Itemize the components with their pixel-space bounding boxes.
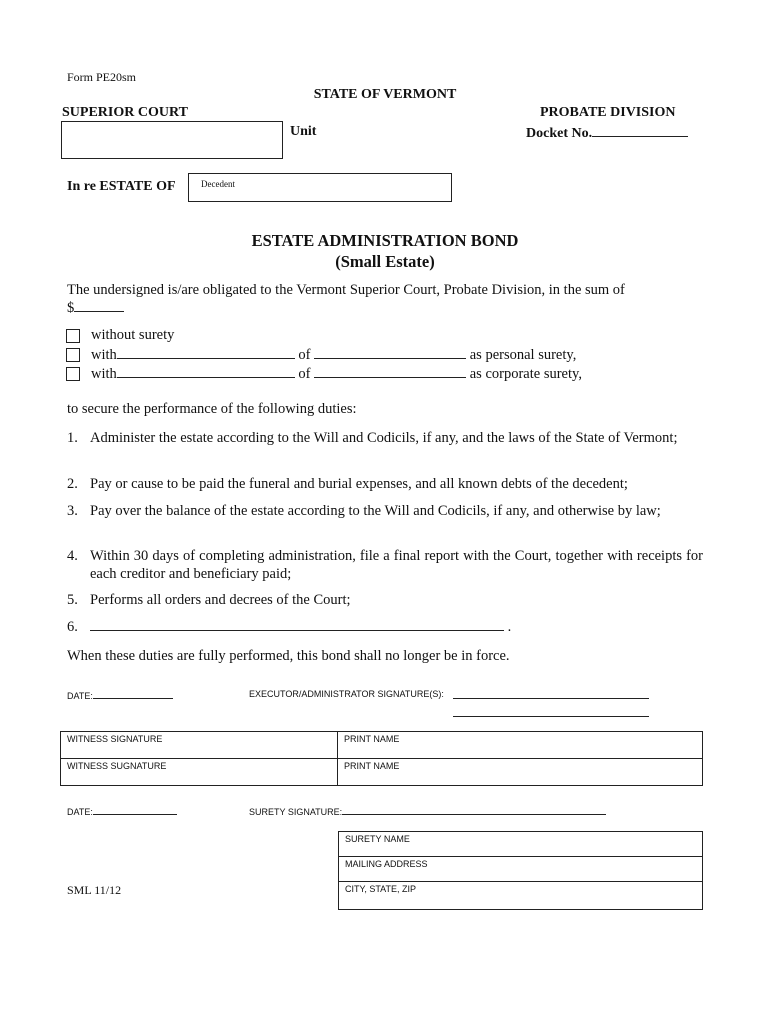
duty-number: 2. — [67, 476, 78, 492]
surety-signature-field — [249, 805, 606, 817]
surety-name-cell[interactable]: SURETY NAME — [339, 832, 703, 857]
surety-signature-label: SURETY SIGNATURE: — [249, 807, 343, 817]
duty-item — [67, 618, 703, 636]
obligation-text: The undersigned is/are obligated to the Vermont Superior Court, Probate Division, in the sum of — [67, 282, 625, 298]
docket-label: Docket No. — [526, 126, 593, 141]
personal-surety-of-blank[interactable] — [314, 346, 466, 359]
date2-field — [67, 805, 177, 817]
sum-blank[interactable] — [74, 299, 124, 312]
table-row — [61, 732, 703, 759]
duty-period: . — [507, 619, 512, 635]
corporate-surety-of-blank[interactable] — [314, 365, 466, 378]
surety-signature-blank[interactable] — [342, 805, 606, 815]
surety-table — [338, 831, 703, 910]
docket-field — [526, 124, 688, 142]
witness-signature-cell[interactable]: WITNESS SIGNATURE — [61, 732, 338, 759]
unit-label: Unit — [290, 124, 317, 139]
city-state-zip-cell[interactable]: CITY, STATE, ZIP — [339, 882, 703, 910]
corporate-surety-name-blank[interactable] — [117, 365, 295, 378]
personal-surety-line — [91, 346, 576, 364]
additional-duty-blank[interactable] — [90, 618, 504, 631]
duty-item — [67, 429, 703, 447]
mailing-address-cell[interactable]: MAILING ADDRESS — [339, 857, 703, 882]
duty-text: Within 30 days of completing administration, file a final report with the Court, together with receipts for each creditor and beneficiary paid; — [90, 548, 703, 582]
duty-text: Administer the estate according to the Will and Codicils, if any, and the laws of the State of Vermont; — [90, 430, 678, 446]
personal-surety-name-blank[interactable] — [117, 346, 295, 359]
date-blank[interactable] — [93, 689, 173, 699]
unit-box[interactable] — [61, 121, 283, 159]
court-heading: SUPERIOR COURT — [62, 105, 188, 120]
form-title: ESTATE ADMINISTRATION BOND — [251, 231, 519, 250]
personal-surety-label: as personal surety, — [469, 347, 577, 363]
date-label: DATE: — [67, 691, 93, 701]
additional-duty-field — [90, 618, 703, 636]
print-name-cell[interactable]: PRINT NAME — [338, 759, 703, 786]
decedent-box[interactable] — [188, 173, 452, 202]
currency-symbol: $ — [67, 300, 75, 316]
date2-label: DATE: — [67, 807, 93, 817]
witness-signature-cell[interactable]: WITNESS SUGNATURE — [61, 759, 338, 786]
table-row — [339, 882, 703, 910]
table-row — [61, 759, 703, 786]
witness-table — [60, 731, 703, 786]
table-row — [339, 857, 703, 882]
date2-blank[interactable] — [93, 805, 177, 815]
executor-signature-line[interactable] — [453, 698, 649, 699]
of-label: of — [298, 347, 311, 363]
estate-label: In re ESTATE OF — [67, 179, 176, 194]
duty-item — [67, 591, 703, 609]
executor-signature-label: EXECUTOR/ADMINISTRATOR SIGNATURE(S): — [249, 689, 444, 699]
with-label: with — [91, 347, 117, 363]
without-surety-label: without surety — [91, 327, 175, 343]
decedent-label: Decedent — [201, 179, 235, 189]
corporate-surety-checkbox[interactable] — [66, 367, 80, 381]
docket-number-blank[interactable] — [592, 124, 688, 137]
duty-text: Pay over the balance of the estate according to the Will and Codicils, if any, and otherwise by law; — [90, 503, 661, 519]
without-surety-checkbox[interactable] — [66, 329, 80, 343]
duty-number: 3. — [67, 503, 78, 519]
duty-number: 1. — [67, 430, 78, 446]
duty-item — [67, 502, 703, 520]
duty-number: 5. — [67, 592, 78, 608]
corporate-surety-line — [91, 365, 582, 383]
form-number: Form PE20sm — [67, 70, 137, 84]
duty-text: Pay or cause to be paid the funeral and burial expenses, and all known debts of the decedent; — [90, 476, 628, 492]
table-row — [339, 832, 703, 857]
closing-statement: When these duties are fully performed, this bond shall no longer be in force. — [67, 648, 510, 664]
duties-intro: to secure the performance of the following duties: — [67, 401, 357, 417]
duty-number: 6. — [67, 619, 78, 635]
sum-field — [67, 299, 124, 317]
state-heading: STATE OF VERMONT — [313, 87, 457, 102]
division-heading: PROBATE DIVISION — [540, 105, 676, 120]
form-subtitle: (Small Estate) — [335, 252, 435, 271]
print-name-cell[interactable]: PRINT NAME — [338, 732, 703, 759]
date-field — [67, 689, 173, 701]
duty-item — [67, 475, 703, 493]
duty-text: Performs all orders and decrees of the Court; — [90, 592, 351, 608]
personal-surety-checkbox[interactable] — [66, 348, 80, 362]
executor-signature-line-2[interactable] — [453, 716, 649, 717]
corporate-surety-label: as corporate surety, — [469, 366, 582, 382]
duty-item — [67, 547, 703, 583]
with-label: with — [91, 366, 117, 382]
footer-code: SML 11/12 — [67, 883, 122, 897]
duty-number: 4. — [67, 548, 78, 564]
of-label: of — [298, 366, 311, 382]
